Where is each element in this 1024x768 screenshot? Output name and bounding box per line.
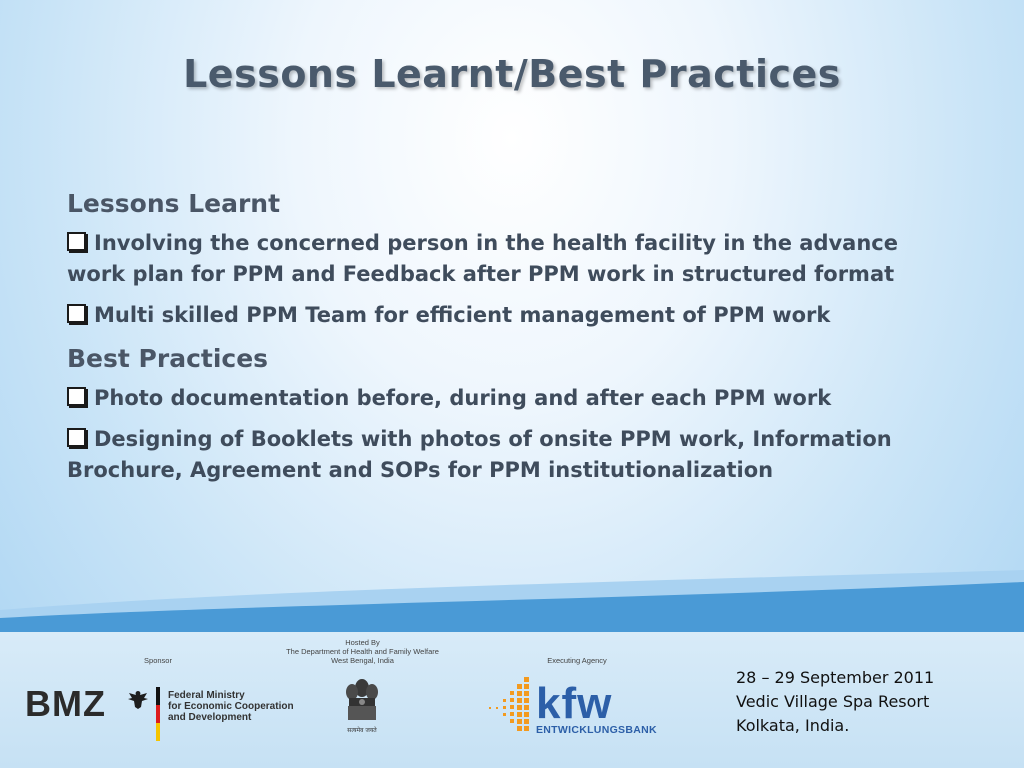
bmz-logo: BMZ <box>25 683 106 724</box>
kfw-dots-icon <box>486 675 531 737</box>
event-info <box>736 666 934 738</box>
emblem-caption: सत्यमेव जयते <box>347 727 377 734</box>
lesson-item-text: Involving the concerned person in the health facility in the advance work plan for PPM and Feedback after PPM work in structured format <box>67 231 898 286</box>
lesson-item-text: Multi skilled PPM Team for efficient management of PPM work <box>94 303 831 327</box>
checkbox-icon <box>67 304 86 323</box>
slide-content <box>67 186 947 496</box>
event-venue: Vedic Village Spa Resort <box>736 692 930 711</box>
kfw-logo: kfw <box>536 679 613 728</box>
practice-item-text: Designing of Booklets with photos of onsite PPM work, Information Brochure, Agreement and SOPs for PPM institutionalization <box>67 427 892 482</box>
hosted-by-label <box>255 638 470 665</box>
checkbox-icon <box>67 428 86 447</box>
lesson-item-1 <box>67 228 947 290</box>
kfw-subtitle: ENTWICKLUNGSBANK <box>536 724 657 736</box>
ministry-line: Federal Ministry <box>168 690 245 701</box>
hosted-line: The Department of Health and Family Welfare <box>286 647 439 656</box>
checkbox-icon <box>67 232 86 251</box>
hosted-line: Hosted By <box>345 638 380 647</box>
practice-item-text: Photo documentation before, during and after each PPM work <box>94 386 832 410</box>
slide-title: Lessons Learnt/Best Practices <box>183 52 841 96</box>
executing-agency-label: Executing Agency <box>547 656 607 665</box>
german-flag-bar <box>156 687 160 741</box>
ministry-line: and Development <box>168 712 252 723</box>
checkbox-icon <box>67 387 86 406</box>
lessons-heading: Lessons Learnt <box>67 189 281 218</box>
practice-item-1 <box>67 383 947 414</box>
ministry-line: for Economic Cooperation <box>168 701 294 712</box>
practices-heading: Best Practices <box>67 344 269 373</box>
ashoka-emblem-icon <box>340 676 384 732</box>
sponsor-label: Sponsor <box>144 656 172 665</box>
event-location: Kolkata, India. <box>736 716 850 735</box>
event-date: 28 – 29 September 2011 <box>736 668 935 687</box>
eagle-icon <box>125 689 151 716</box>
hosted-line: West Bengal, India <box>331 656 394 665</box>
ministry-name <box>168 690 294 723</box>
practice-item-2 <box>67 424 947 486</box>
lesson-item-2 <box>67 300 947 331</box>
